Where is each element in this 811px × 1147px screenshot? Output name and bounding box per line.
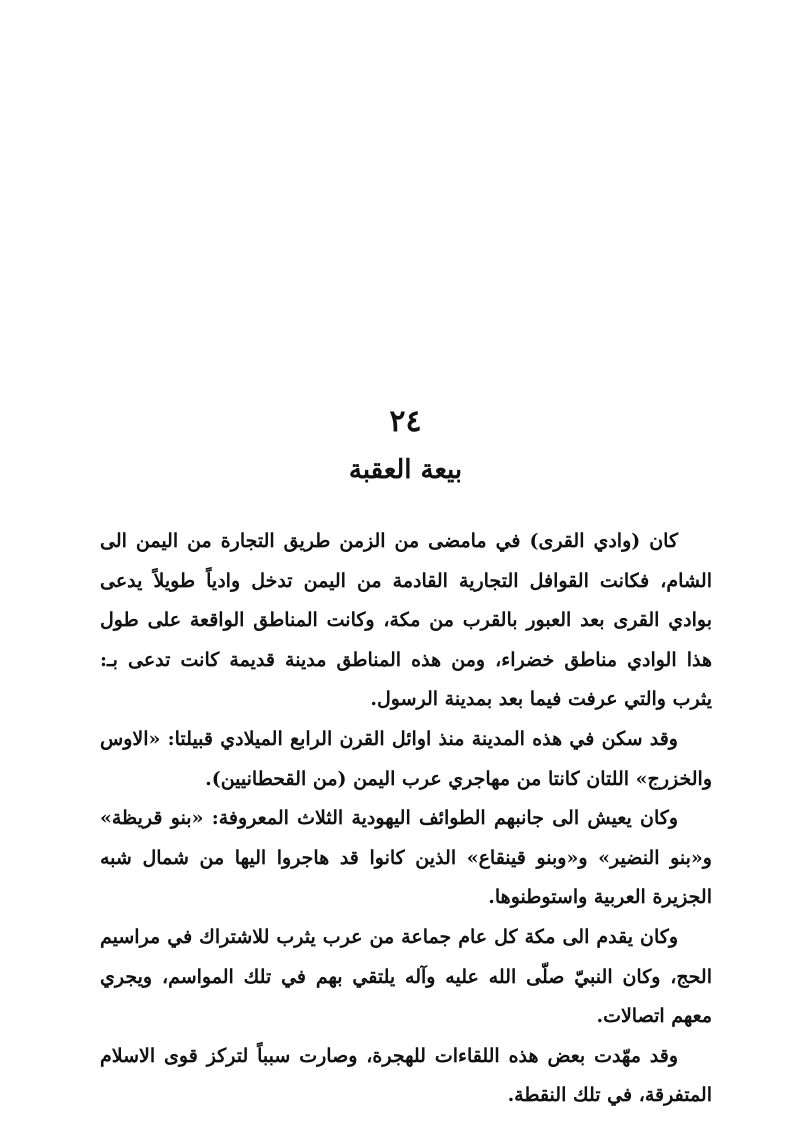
body-text bbox=[100, 522, 712, 1116]
chapter-number: ٢٤ bbox=[389, 404, 422, 439]
chapter-title: بيعة العقبة bbox=[348, 455, 463, 485]
paragraph: وكان يقدم الى مكة كل عام جماعة من عرب يثرب للاشتراك في مراسيم الحج، وكان النبيّ صلّى الله عليه وآله يلتقي بهم في تلك المواسم، ويجري معهم اتصالات. bbox=[100, 925, 712, 1028]
paragraph: وكان يعيش الى جانبهم الطوائف اليهودية الثلاث المعروفة: «بنو قريظة» و«بنو النضير» و«وبنو قينقاع» الذين كانوا قد هاجروا اليها من شمال شبه الجزيرة العربية واستوطنوها. bbox=[100, 807, 712, 909]
paragraph: وقد مهّدت بعض هذه اللقاءات للهجرة، وصارت سبباً لتركز قوى الاسلام المتفرقة، في تلك النقطة. bbox=[100, 1044, 712, 1107]
paragraph: كان (وادي القرى) في مامضى من الزمن طريق التجارة من اليمن الى الشام، فكانت القوافل التجارية القادمة من اليمن تدخل وادياً طويلاً يدعى بوادي القرى بعد العبور بالقرب من مكة، وكانت المناطق الواقعة على طول هذا الوادي مناطق خضراء، ومن هذه المناطق مدينة قديمة كانت تدعى بـ: يثرب والتي عرفت فيما بعد بمدينة الرسول. bbox=[100, 530, 712, 711]
paragraph: وقد سكن في هذه المدينة منذ اوائل القرن الرابع الميلادي قبيلتا: «الاوس والخزرج» اللتان كانتا من مهاجري عرب اليمن (من القحطانيين). bbox=[100, 727, 712, 790]
